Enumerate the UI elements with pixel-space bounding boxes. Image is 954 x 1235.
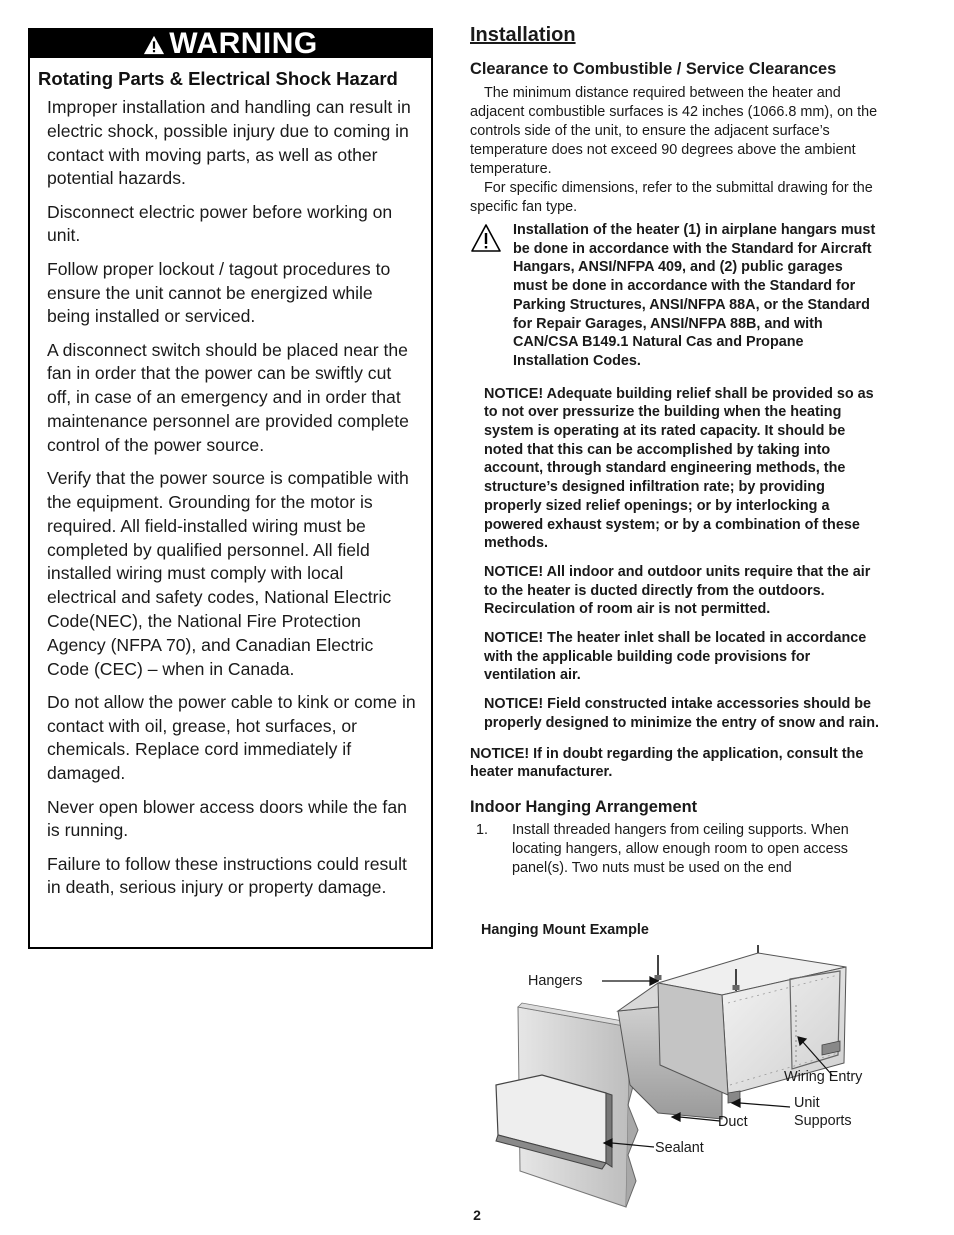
warning-paragraph: Failure to follow these instructions could result in death, serious injury or property damage.	[47, 853, 407, 898]
warning-banner-text: WARNING	[169, 27, 318, 60]
warning-banner	[30, 27, 431, 60]
step-text: Install threaded hangers from ceiling supports. When locating hangers, allow enough room to open access panel(s). Two nuts must be used on the end	[512, 821, 849, 876]
clearance-paragraph: For specific dimensions, refer to the submittal drawing for the specific fan type.	[470, 180, 873, 215]
warning-triangle-icon	[143, 34, 165, 56]
notice-final: NOTICE! If in doubt regarding the application, consult the heater manufacturer.	[470, 745, 864, 781]
warning-paragraphs	[47, 96, 417, 900]
label-unit: Unit	[794, 1095, 820, 1111]
warning-paragraph: A disconnect switch should be placed near the fan in order that the power can be swiftly cut off, in case of an emergency and in order that maintenance personnel are provided complete control of the power source.	[47, 339, 409, 455]
warning-paragraph: Improper installation and handling can result in electric shock, possible injury due to coming in contact with moving parts, as well as other potential hazards.	[47, 97, 411, 189]
clearance-paragraph: The minimum distance required between the heater and adjacent combustible surfaces is 42 inches (1066.8 mm), on the controls side of the unit, to ensure the adjacent surface’s temperature does not exceed 90 degrees above the ambient temperature.	[470, 85, 878, 177]
hanging-heading: Indoor Hanging Arrangement	[470, 797, 698, 816]
notice-paragraph: NOTICE! The heater inlet shall be located in accordance with the applicable building code provisions for ventilation air.	[484, 630, 867, 684]
installation-column	[470, 20, 880, 878]
label-wiring-entry: Wiring Entry	[784, 1069, 863, 1085]
label-sealant: Sealant	[655, 1140, 704, 1156]
label-supports: Supports	[794, 1113, 852, 1129]
caution-text: Installation of the heater (1) in airplane hangars must be done in accordance with the Standard for Aircraft Hangars, ANSI/NFPA 409, and (2) public garages must be done in accordance with the Standard for Parking Structures, ANSI/NFPA 88A, or the Standard for Repair Garages, ANSI/NFPA 88B, and with CAN/CSA B149.1 Natural Cas and Propane Installation Codes.	[513, 222, 876, 369]
notice-paragraph: NOTICE! All indoor and outdoor units require that the air to the heater is ducted directly from the outdoors. Recirculation of room air is not permitted.	[484, 563, 871, 618]
step-item	[470, 821, 880, 878]
caution-triangle-icon	[470, 223, 502, 253]
caution-block	[470, 221, 880, 371]
clearance-heading: Clearance to Combustible / Service Clearances	[470, 60, 837, 78]
warning-paragraph: Do not allow the power cable to kink or come in contact with oil, grease, hot surfaces, or chemicals. Replace cord immediately if damaged.	[47, 691, 416, 784]
hanging-mount-figure	[478, 945, 888, 1215]
warning-paragraph: Disconnect electric power before working on unit.	[47, 201, 393, 246]
warning-paragraph: Verify that the power source is compatible with the equipment. Grounding for the motor is required. All field-installed wiring must be completed by qualified personnel. All field installed wiring must comply with local electrical and safety codes, National Electric Code(NEC), the National Fire Protection Agency (NFPA 70), and Canadian Electric Code (CEC) – when in Canada.	[47, 468, 409, 679]
step-number: 1.	[476, 821, 489, 838]
warning-title: Rotating Parts & Electrical Shock Hazard	[38, 68, 398, 89]
figure-caption: Hanging Mount Example	[481, 922, 649, 938]
installation-heading: Installation	[470, 24, 576, 46]
warning-paragraph: Follow proper lockout / tagout procedures to ensure the unit cannot be energized while being installed or serviced.	[47, 258, 391, 327]
warning-box	[28, 28, 433, 949]
page-number: 2	[473, 1207, 481, 1223]
notice-paragraph: NOTICE! Field constructed intake accessories should be properly designed to minimize the entry of snow and rain.	[484, 696, 879, 731]
notice-paragraph: NOTICE! Adequate building relief shall be provided so as to not over pressurize the building when the heating system is operating at its rated capacity. It should be noted that this can be accomplished by taking into account, through standard engineering methods, the structure’s designed infiltration rate; by providing properly sized relief openings; or by interlocking a powered exhaust system; or by a combination of these methods.	[484, 385, 874, 552]
label-hangers: Hangers	[528, 973, 583, 989]
warning-paragraph: Never open blower access doors while the fan is running.	[47, 796, 407, 841]
label-duct: Duct	[718, 1114, 748, 1130]
